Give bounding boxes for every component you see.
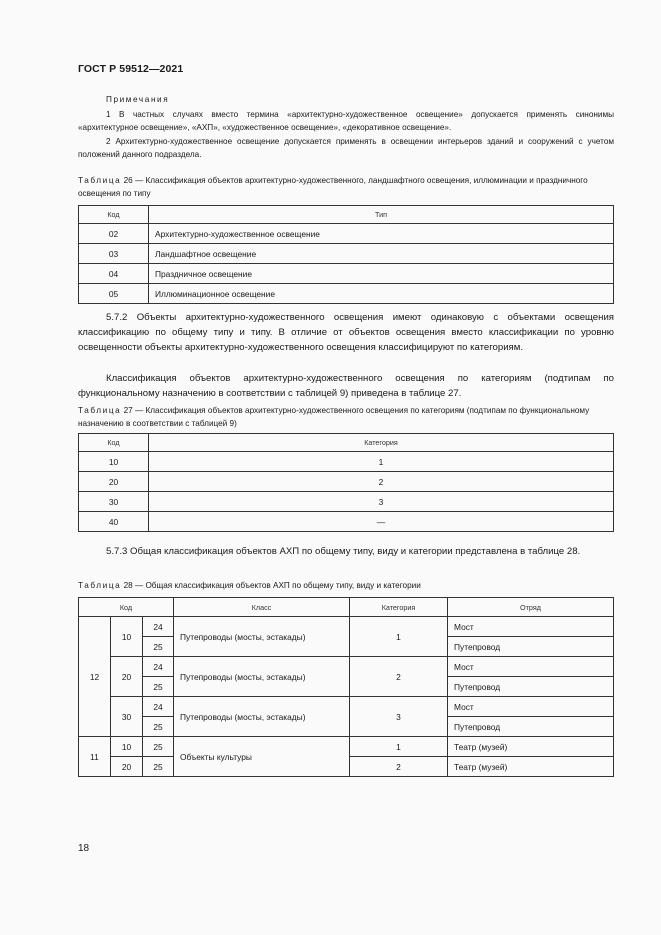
table-row [79, 452, 614, 472]
table28-cell-code-l3: 25 [143, 677, 174, 697]
table28-cell-code-l3: 24 [143, 697, 174, 717]
page-number: 18 [78, 843, 90, 854]
paragraph-5-7-3: 5.7.3 Общая классификация объектов АХП по общему типу, виду и категории представлена в таблице 28. [106, 546, 581, 557]
table28-cell-squad: Мост [448, 617, 614, 637]
table26-caption-text: 26 — Классификация объектов архитектурно-художественного, ландшафтного освещения, иллюминации и праздничного освещения по типу [78, 176, 588, 198]
table28-cell-category: 2 [350, 757, 448, 777]
table27-cell-category: 1 [149, 452, 614, 472]
table28-cell-code-l3: 25 [143, 637, 174, 657]
notes-title: Примечания [106, 95, 170, 104]
table-27 [78, 433, 614, 532]
table28-cell-class: Путепроводы (мосты, эстакады) [174, 657, 350, 697]
table26-label: Таблица [78, 176, 122, 185]
table28-cell-squad: Театр (музей) [448, 757, 614, 777]
table28-cell-category: 2 [350, 657, 448, 697]
table26-cell-code: 04 [79, 264, 149, 284]
table28-cell-code-l3: 25 [143, 717, 174, 737]
table28-cell-code-l2: 30 [111, 697, 143, 737]
table-row [79, 224, 614, 244]
table28-header-code: Код [79, 598, 174, 617]
document-header: ГОСТ Р 59512—2021 [78, 63, 184, 75]
table28-cell-squad: Мост [448, 657, 614, 677]
table28-cell-squad: Путепровод [448, 637, 614, 657]
table-row [79, 617, 614, 637]
table-row [79, 657, 614, 677]
table26-caption [78, 174, 614, 200]
table26-cell-code: 03 [79, 244, 149, 264]
table-row [79, 472, 614, 492]
table-row [79, 697, 614, 717]
table28-label: Таблица [78, 581, 122, 590]
table28-cell-squad: Путепровод [448, 717, 614, 737]
table28-cell-code-l2: 10 [111, 617, 143, 657]
table28-cell-code-l1: 12 [79, 617, 111, 737]
table28-cell-code-l1: 11 [79, 737, 111, 777]
table27-header-category: Категория [149, 434, 614, 452]
table28-cell-squad: Путепровод [448, 677, 614, 697]
table28-cell-squad: Театр (музей) [448, 737, 614, 757]
table28-caption-text: 28 — Общая классификация объектов АХП по общему типу, виду и категории [123, 581, 421, 590]
table-row [79, 492, 614, 512]
paragraph-5-7-2: 5.7.2 Объекты архитектурно-художественного освещения имеют одинаковую с объектами освещения классификацию по общему типу и типу. В отличие от объектов освещения вместо классификации по уровню освещенности объекты архитектурно-художественного освещения классифицируют по категориям. [78, 312, 614, 354]
table28-cell-class: Объекты культуры [174, 737, 350, 777]
table26-cell-type: Праздничное освещение [149, 264, 614, 284]
table-row [79, 284, 614, 304]
table-row [79, 264, 614, 284]
table27-caption-text: 27 — Классификация объектов архитектурно-художественного освещения по категориям (подтипам по функциональному назначению в соответствии с таблицей 9) [78, 406, 590, 428]
table27-cell-code: 40 [79, 512, 149, 532]
table27-label: Таблица [78, 406, 122, 415]
table27-cell-category: 3 [149, 492, 614, 512]
table-26 [78, 205, 614, 304]
table-28 [78, 597, 614, 777]
table28-header-class: Класс [174, 598, 350, 617]
table26-cell-code: 02 [79, 224, 149, 244]
table28-cell-code-l2: 20 [111, 757, 143, 777]
table27-caption [78, 404, 614, 430]
table26-cell-type: Иллюминационное освещение [149, 284, 614, 304]
table26-header-type: Тип [149, 206, 614, 224]
table27-cell-category: 2 [149, 472, 614, 492]
table28-cell-code-l2: 20 [111, 657, 143, 697]
table27-cell-code: 30 [79, 492, 149, 512]
table28-cell-code-l3: 25 [143, 757, 174, 777]
table28-cell-category: 1 [350, 617, 448, 657]
table28-cell-category: 1 [350, 737, 448, 757]
table28-cell-code-l3: 25 [143, 737, 174, 757]
table26-header-code: Код [79, 206, 149, 224]
table26-cell-type: Архитектурно-художественное освещение [149, 224, 614, 244]
table28-cell-code-l2: 10 [111, 737, 143, 757]
table28-cell-category: 3 [350, 697, 448, 737]
table27-cell-code: 20 [79, 472, 149, 492]
table28-caption [78, 579, 614, 592]
table26-cell-type: Ландшафтное освещение [149, 244, 614, 264]
note-2: 2 Архитектурно-художественное освещение допускается применять в освещении интерьеров зданий и сооружений с учетом положений данного подраздела. [78, 137, 614, 159]
table-row [79, 244, 614, 264]
table28-header-category: Категория [350, 598, 448, 617]
table27-cell-code: 10 [79, 452, 149, 472]
table27-header-code: Код [79, 434, 149, 452]
table28-cell-squad: Мост [448, 697, 614, 717]
table26-cell-code: 05 [79, 284, 149, 304]
table28-cell-code-l3: 24 [143, 657, 174, 677]
table-row [79, 737, 614, 757]
note-1: 1 В частных случаях вместо термина «архитектурно-художественное освещение» допускается применять синонимы «архитектурное освещение», «АХП», «художественное освещение», «декоративное освещение». [78, 110, 614, 132]
table28-cell-code-l3: 24 [143, 617, 174, 637]
table28-header-squad: Отряд [448, 598, 614, 617]
table28-cell-class: Путепроводы (мосты, эстакады) [174, 617, 350, 657]
table-row [79, 512, 614, 532]
table27-cell-category: — [149, 512, 614, 532]
table28-cell-class: Путепроводы (мосты, эстакады) [174, 697, 350, 737]
paragraph-5-7-2-cont: Классификация объектов архитектурно-художественного освещения по категориям (подтипам по функциональному назначению в соответствии с таблицей 9) приведена в таблице 27. [78, 373, 614, 400]
